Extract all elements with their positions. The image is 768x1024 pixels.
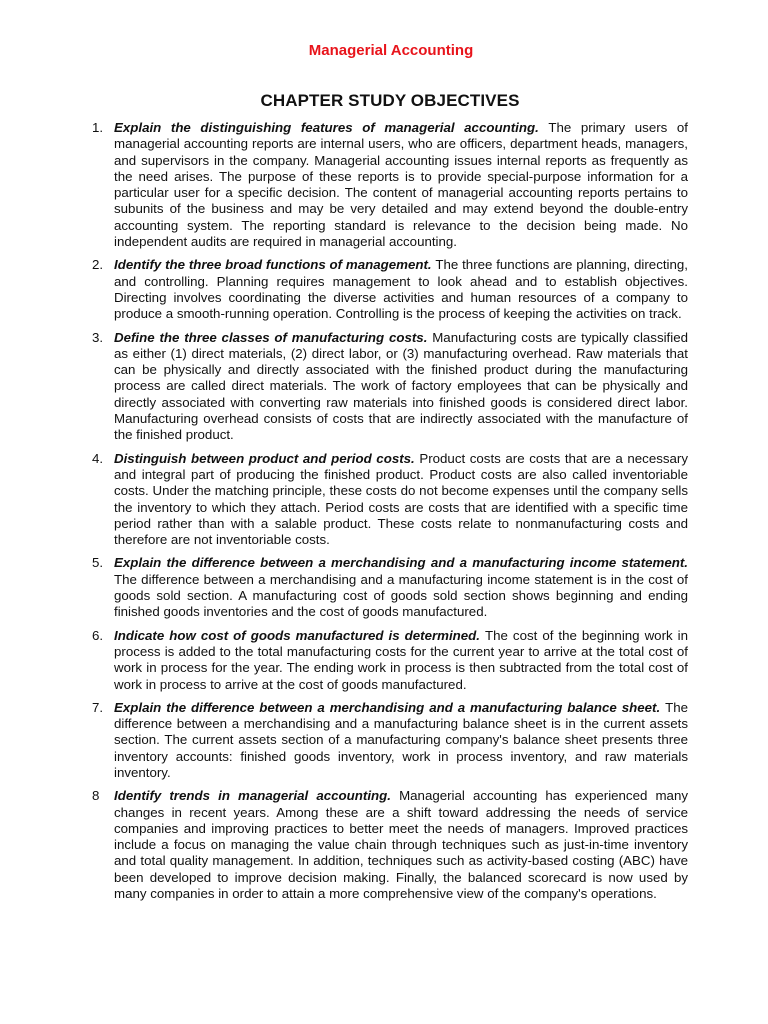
objective-item [92, 257, 688, 322]
objective-lead: Identify trends in managerial accounting. [114, 788, 400, 804]
objective-body: The cost of the beginning work in process is added to the total manufacturing costs for the current year to arrive at the total cost of work in process for the year. The ending work in process is then subtracted from the total cost of work in process to arrive at the cost of goods manufactured. [114, 627, 688, 692]
objectives-list [92, 120, 688, 902]
objective-body: Manufacturing costs are typically classified as either (1) direct materials, (2) direct labor, or (3) manufacturing overhead. Raw materials that can be physically and directly associated with the finished product during the manufacturing process are called direct materials. The work of factory employees that can be physically and directly associated with converting raw materials into finished goods is considered direct labor. Manufacturing overhead consists of costs that are indirectly associated with the manufacture of the finished product. [114, 329, 688, 443]
objective-item [92, 451, 688, 549]
objective-item [92, 788, 688, 902]
objective-item [92, 700, 688, 781]
objective-item [92, 120, 688, 250]
objective-item [92, 628, 688, 693]
objective-lead: Indicate how cost of goods manufactured is determined. [114, 627, 486, 643]
objective-number: 5. [92, 555, 104, 571]
objective-lead: Explain the difference between a merchandising and a manufacturing income statement. [114, 555, 688, 571]
objective-body: Product costs are costs that are a necessary and integral part of producing the finished product. Product costs are also called inventoriable costs. Under the matching principle, these costs do not become expenses until the company sells the inventory to which they attach. Period costs are costs that are identified with a specific time period rather than with a salable product. These costs relate to nonmanufacturing costs and therefore are not inventoriable costs. [114, 450, 688, 548]
objective-body: The difference between a merchandising and a manufacturing income statement is in the cost of goods sold section. A manufacturing cost of goods sold section shows beginning and ending finished goods inventories and the cost of goods manufactured. [114, 571, 688, 620]
objective-number: 7. [92, 699, 104, 715]
header-title: Managerial Accounting [308, 42, 474, 59]
objective-body: The three functions are planning, directing, and controlling. Planning requires management to look ahead and to establish objectives. Directing involves coordinating the diverse activities and human resources of a company to produce a smooth-running operation. Controlling is the process of keeping the activities on track. [114, 257, 688, 322]
objective-number: 6. [92, 627, 104, 643]
objective-lead: Explain the distinguishing features of managerial accounting. [114, 120, 549, 135]
objective-number: 3. [92, 329, 104, 345]
objective-body: Managerial accounting has experienced many changes in recent years. Among these are a shift toward addressing the needs of service companies and improving practices to better meet the needs of managers. Improved practices include a focus on managing the value chain through techniques such as just-in-time inventory and total quality management. In addition, techniques such as activity-based costing (ABC) have been developed to improve decision making. Finally, the balanced scorecard is now used by many companies in order to attain a more comprehensive view of the company's operations. [114, 788, 688, 902]
objective-item [92, 330, 688, 444]
objective-lead: Distinguish between product and period costs. [114, 450, 420, 466]
objective-item [92, 555, 688, 620]
objective-lead: Define the three classes of manufacturing costs. [114, 329, 433, 345]
objective-body: The difference between a merchandising and a manufacturing balance sheet is in the current assets section. The current assets section of a manufacturing company's balance sheet presents three inventory accounts: finished goods inventory, work in process inventory, and raw materials inventory. [114, 699, 688, 780]
objective-number: 1. [92, 120, 104, 135]
objective-body: The primary users of managerial accounting reports are internal users, who are officers, department heads, managers, and supervisors in the company. Managerial accounting issues internal reports as frequently as the need arises. The purpose of these reports is to provide special-purpose information for a particular user for a specific decision. The content of managerial accounting reports pertains to subunits of the business and may be very detailed and may extend beyond the double-entry accounting system. The reporting standard is relevance to the decision being made. No independent audits are required in managerial accounting. [114, 120, 688, 250]
chapter-title: CHAPTER STUDY OBJECTIVES [260, 91, 520, 110]
objective-number: 2. [92, 257, 104, 273]
objective-lead: Explain the difference between a merchandising and a manufacturing balance sheet. [114, 699, 666, 715]
objective-number: 8 [92, 788, 100, 804]
objective-number: 4. [92, 450, 104, 466]
objective-lead: Identify the three broad functions of management. [114, 257, 436, 273]
